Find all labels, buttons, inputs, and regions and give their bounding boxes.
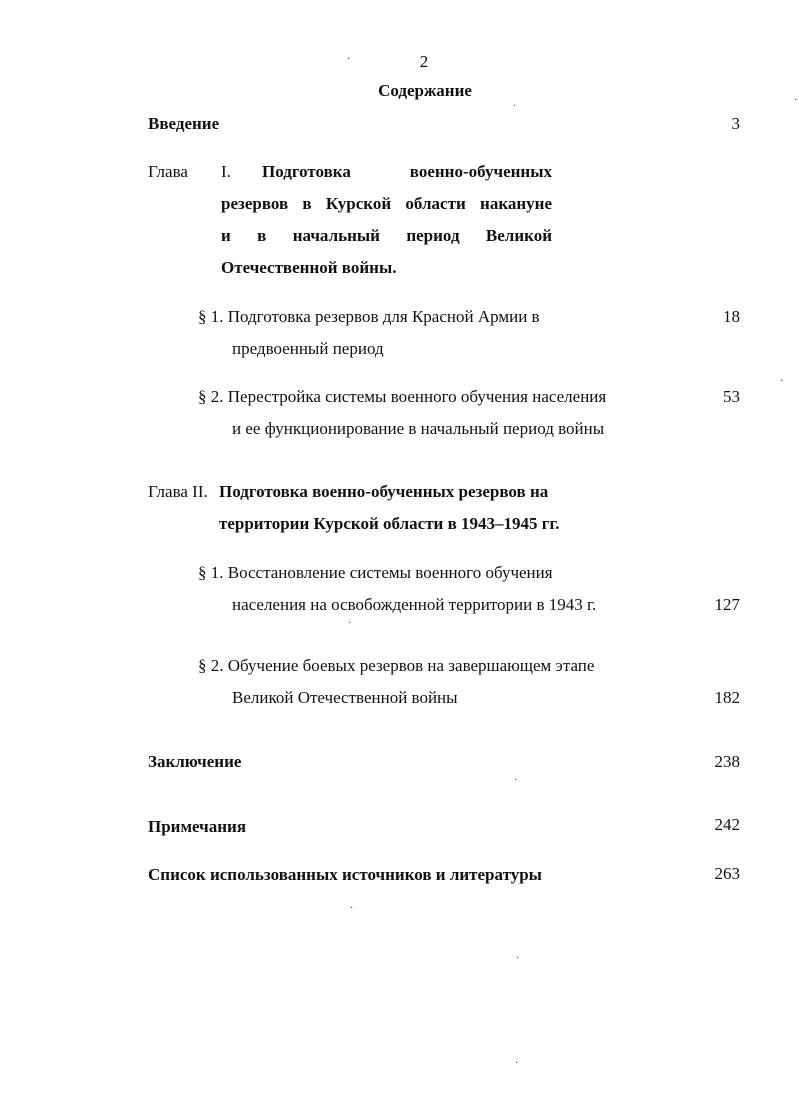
scan-speck: · <box>515 1058 519 1069</box>
chapter1-section2-page: 53 <box>723 387 740 406</box>
scan-speck: · <box>514 775 518 786</box>
scan-speck: · <box>516 953 520 964</box>
chapter1-label: Глава <box>148 162 188 181</box>
scan-speck: · <box>347 54 351 65</box>
scan-speck: · <box>780 376 784 387</box>
chapter1-section2-line-1: § 2. Перестройка системы военного обучения населения <box>198 387 607 406</box>
chapter2-title-line-1: Подготовка военно-обученных резервов на <box>219 482 549 501</box>
chapter2-section1-line-1: § 1. Восстановление системы военного обучения <box>198 563 553 582</box>
toc-notes-page: 242 <box>714 815 740 834</box>
scan-speck: · <box>350 903 354 914</box>
scan-speck: · <box>513 101 517 112</box>
chapter2-section2-line-1: § 2. Обучение боевых резервов на завершающем этапе <box>198 656 595 675</box>
scan-speck: · <box>794 95 798 106</box>
toc-conclusion-page: 238 <box>714 752 740 771</box>
toc-conclusion-label: Заключение <box>148 752 242 771</box>
scan-speck: · <box>348 618 352 629</box>
chapter1-section1-line-1: § 1. Подготовка резервов для Красной Армии в <box>198 307 540 326</box>
toc-introduction-page: 3 <box>731 114 740 133</box>
chapter2-section2-line-2: Великой Отечественной войны <box>232 688 458 707</box>
page-number: 2 <box>419 52 429 71</box>
chapter2-section2-page: 182 <box>714 688 740 707</box>
toc-sources-label: Список использованных источников и литературы <box>148 865 542 884</box>
chapter1-title-line-1: Подготовка военно-обученных <box>262 162 552 181</box>
toc-sources-page: 263 <box>714 864 740 883</box>
chapter2-section1-page: 127 <box>714 595 740 614</box>
chapter1-title-line-4: Отечественной войны. <box>221 258 397 277</box>
chapter1-title-line-3: и в начальный период Великой <box>221 226 552 245</box>
chapter1-title-line-2: резервов в Курской области накануне <box>221 194 552 213</box>
chapter1-section1-page: 18 <box>723 307 740 326</box>
page-title: Содержание <box>378 81 472 100</box>
chapter1-section2-line-2: и ее функционирование в начальный период войны <box>232 419 605 438</box>
chapter2-section1-line-2: населения на освобожденной территории в 1943 г. <box>232 595 597 614</box>
toc-introduction-label: Введение <box>148 114 220 133</box>
chapter2-title-line-2: территории Курской области в 1943–1945 гг. <box>219 514 560 533</box>
chapter1-numeral: I. <box>221 162 231 181</box>
chapter1-section1-line-2: предвоенный период <box>232 339 384 358</box>
toc-notes-label: Примечания <box>148 817 247 836</box>
chapter2-label: Глава II. <box>148 482 208 501</box>
